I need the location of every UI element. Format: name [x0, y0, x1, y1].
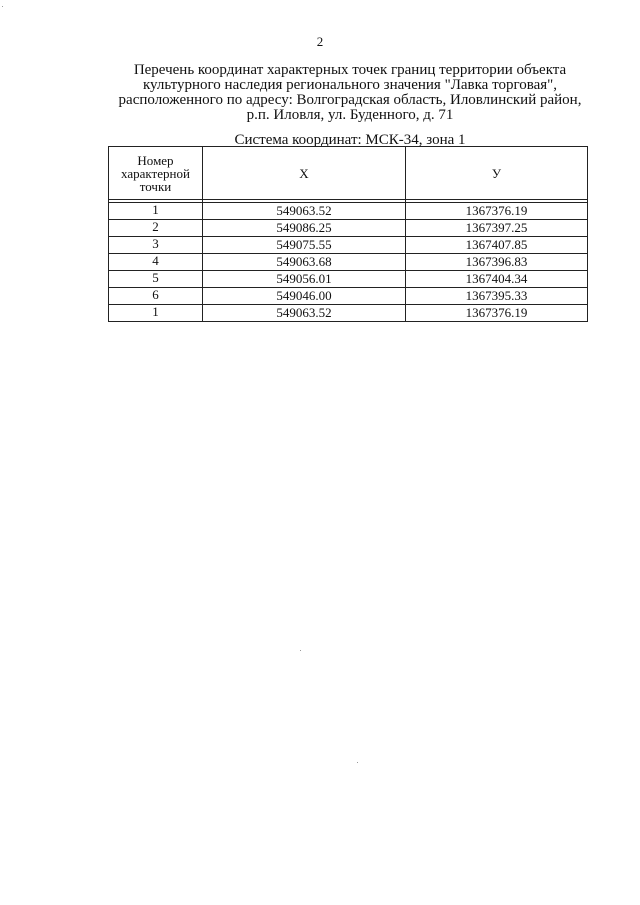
point-number-cell: 5: [109, 271, 203, 288]
scan-speck: [2, 6, 3, 7]
point-number-cell: 6: [109, 288, 203, 305]
x-cell: 549075.55: [203, 237, 406, 254]
table-row: [109, 271, 588, 288]
header-point-line-1: Номер: [137, 152, 174, 168]
x-cell: 549086.25: [203, 220, 406, 237]
table-row: [109, 237, 588, 254]
x-cell: 549046.00: [203, 288, 406, 305]
point-number-cell: 3: [109, 237, 203, 254]
y-cell: 1367397.25: [406, 220, 588, 237]
y-cell: 1367376.19: [406, 305, 588, 322]
document-title: [100, 63, 600, 123]
title-line-1: Перечень координат характерных точек границ территории объекта: [133, 62, 567, 78]
table-row: [109, 305, 588, 322]
header-x: X: [203, 147, 406, 200]
y-cell: 1367396.83: [406, 254, 588, 271]
title-line-4: р.п. Иловля, ул. Буденного, д. 71: [246, 107, 454, 123]
y-cell: 1367376.19: [406, 203, 588, 220]
table-row: [109, 203, 588, 220]
scan-speck: [357, 762, 358, 763]
title-line-3: расположенного по адресу: Волгоградская область, Иловлинский район,: [118, 92, 582, 108]
table-row: [109, 254, 588, 271]
point-number-cell: 1: [109, 203, 203, 220]
x-cell: 549056.01: [203, 271, 406, 288]
point-number-cell: 4: [109, 254, 203, 271]
x-cell: 549063.68: [203, 254, 406, 271]
y-cell: 1367407.85: [406, 237, 588, 254]
table-header-row: [109, 147, 588, 200]
table-row: [109, 220, 588, 237]
header-point-line-2: характерной: [121, 165, 190, 181]
table-row: [109, 288, 588, 305]
point-number-cell: 2: [109, 220, 203, 237]
header-y: У: [406, 147, 588, 200]
coordinates-table: [108, 146, 588, 322]
y-cell: 1367395.33: [406, 288, 588, 305]
scan-speck: [300, 650, 301, 651]
coordinate-system-caption: Система координат: МСК-34, зона 1: [234, 132, 466, 148]
title-line-2: культурного наследия регионального значения "Лавка торговая",: [142, 77, 558, 93]
header-point-line-3: точки: [139, 178, 172, 194]
header-point-number: [109, 147, 203, 200]
x-cell: 549063.52: [203, 305, 406, 322]
page-number: 2: [316, 34, 324, 49]
x-cell: 549063.52: [203, 203, 406, 220]
y-cell: 1367404.34: [406, 271, 588, 288]
point-number-cell: 1: [109, 305, 203, 322]
